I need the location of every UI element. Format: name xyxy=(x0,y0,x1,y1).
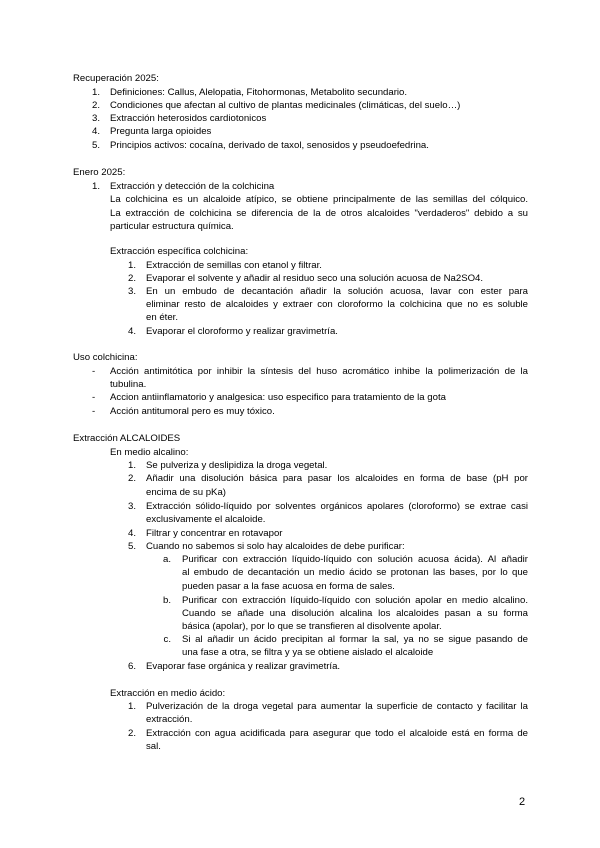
bullet-dash: - xyxy=(92,392,96,403)
list-number: 3. xyxy=(127,501,136,512)
sub-title-medio-acido: Extracción en medio ácido: xyxy=(110,688,226,699)
page-number: 2 xyxy=(519,796,526,808)
list-item: Pregunta larga opioides xyxy=(110,126,212,137)
paragraph-line: La colchicina es un alcaloide atípico, se obtiene principalmente de las semillas del cólquico. xyxy=(110,194,528,205)
list-item: Extracción sólido-líquido por solventes orgánicos apolares (cloroformo) se extrae casi xyxy=(146,501,528,512)
bullet-item: Acción antimitótica por inhibir la síntesis del huso acromático inhibe la polimerización de la xyxy=(110,366,528,377)
list-number: 1. xyxy=(91,87,100,98)
sub-title-medio-alcalino: En medio alcalino: xyxy=(110,447,189,458)
list-number: 4. xyxy=(127,326,136,337)
sub-list-item: Purificar con extracción líquido-líquido con solución apolar en medio alcalino. xyxy=(182,595,528,606)
list-number: 3. xyxy=(91,113,100,124)
section-title-recuperacion: Recuperación 2025: xyxy=(73,73,159,84)
list-item: Evaporar el cloroformo y realizar gravimetría. xyxy=(146,326,338,337)
sub-list-item-continued: pueden pasar a la fase acuosa en forma de sales. xyxy=(182,581,395,592)
list-number: 1. xyxy=(127,701,136,712)
sub-list-item: Purificar con extracción líquido-líquido con solución acuosa ácida). Al añadir xyxy=(182,554,528,565)
list-item: Extracción de semillas con etanol y filtrar. xyxy=(146,260,322,271)
list-number: 5. xyxy=(127,541,136,552)
list-item: Pulverización de la droga vegetal para aumentar la superficie de contacto y facilitar la xyxy=(146,701,528,712)
list-number: 2. xyxy=(91,100,100,111)
list-item-continued: exclusivamente el alcaloide. xyxy=(146,514,266,525)
list-item-continued: encima de su pKa) xyxy=(146,487,226,498)
section-title-alcaloides: Extracción ALCALOIDES xyxy=(73,433,181,444)
list-item: Filtrar y concentrar en rotavapor xyxy=(146,528,283,539)
paragraph-line: particular estructura química. xyxy=(110,221,234,232)
list-number: 5. xyxy=(91,140,100,151)
sub-list-item-continued: Cuando se añade una disolución alcalina los alcaloides pasan a su forma xyxy=(182,608,528,619)
list-item: En un embudo de decantación añadir la solución acuosa, lavar con ester para xyxy=(146,286,528,297)
sub-list-item-continued: básica (apolar), por lo que se transfieren al disolvente apolar. xyxy=(182,621,442,632)
list-item-continued: eliminar resto de alcaloides y extraer con cloroformo la colchicina que no es soluble xyxy=(146,299,528,310)
list-item: Extracción heterosidos cardiotonicos xyxy=(110,113,267,124)
list-item: Evaporar el solvente y añadir al residuo seco una solución acuosa de Na2SO4. xyxy=(146,273,484,284)
list-item: Extracción con agua acidificada para asegurar que todo el alcaloide está en forma de xyxy=(146,728,528,739)
list-item: Evaporar fase orgánica y realizar gravimetría. xyxy=(146,661,341,672)
list-item-continued: en éter. xyxy=(146,312,179,323)
sub-list-letter: c. xyxy=(163,634,171,645)
item-title-colchicina: Extracción y detección de la colchicina xyxy=(110,181,275,192)
bullet-item: Acción antitumoral pero es muy tóxico. xyxy=(110,406,275,417)
bullet-item-continued: tubulina. xyxy=(110,379,147,390)
sub-list-item-continued: al embudo de decantación un medio ácido se protonan las bases, por lo que xyxy=(182,567,528,578)
paragraph-line: La extracción de colchicina se diferencia de la de otros alcaloides "verdaderos" debido a su xyxy=(110,208,528,219)
list-number: 2. xyxy=(127,728,136,739)
sub-list-letter: b. xyxy=(162,595,171,606)
list-number: 4. xyxy=(127,528,136,539)
list-item: Condiciones que afectan al cultivo de plantas medicinales (climáticas, del suelo…) xyxy=(110,100,461,111)
list-number: 4. xyxy=(91,126,100,137)
list-number: 2. xyxy=(127,473,136,484)
list-item-continued: extracción. xyxy=(146,714,193,725)
bullet-dash: - xyxy=(92,406,96,417)
sub-title-extraccion-colchicina: Extracción específica colchicina: xyxy=(110,246,249,257)
sub-list-letter: a. xyxy=(162,554,171,565)
bullet-dash: - xyxy=(92,366,96,377)
list-number: 1. xyxy=(127,260,136,271)
list-item: Añadir una disolución básica para pasar los alcaloides en forma de base (pH por xyxy=(146,473,528,484)
list-item: Definiciones: Callus, Alelopatia, Fitohormonas, Metabolito secundario. xyxy=(110,87,408,98)
bullet-item: Accion antiinflamatorio y analgesica: uso especifico para tratamiento de la gota xyxy=(110,392,446,403)
list-item-continued: sal. xyxy=(146,741,161,752)
list-number: 1. xyxy=(91,181,100,192)
section-title-enero: Enero 2025: xyxy=(73,167,126,178)
list-number: 6. xyxy=(127,661,136,672)
list-number: 1. xyxy=(127,460,136,471)
section-title-uso: Uso colchicina: xyxy=(73,352,138,363)
sub-list-item: Si al añadir un ácido precipitan al formar la sal, ya no se sigue pasando de xyxy=(182,634,528,645)
list-item: Principios activos: cocaína, derivado de taxol, senosidos y pseudoefedrina. xyxy=(110,140,429,151)
list-item: Cuando no sabemos si solo hay alcaloides de debe purificar: xyxy=(146,541,405,552)
sub-list-item-continued: una fase a otra, se filtra y ya se obtiene aislado el alcaloide xyxy=(182,647,434,658)
list-number: 3. xyxy=(127,286,136,297)
list-number: 2. xyxy=(127,273,136,284)
list-item: Se pulveriza y deslipidiza la droga vegetal. xyxy=(146,460,328,471)
